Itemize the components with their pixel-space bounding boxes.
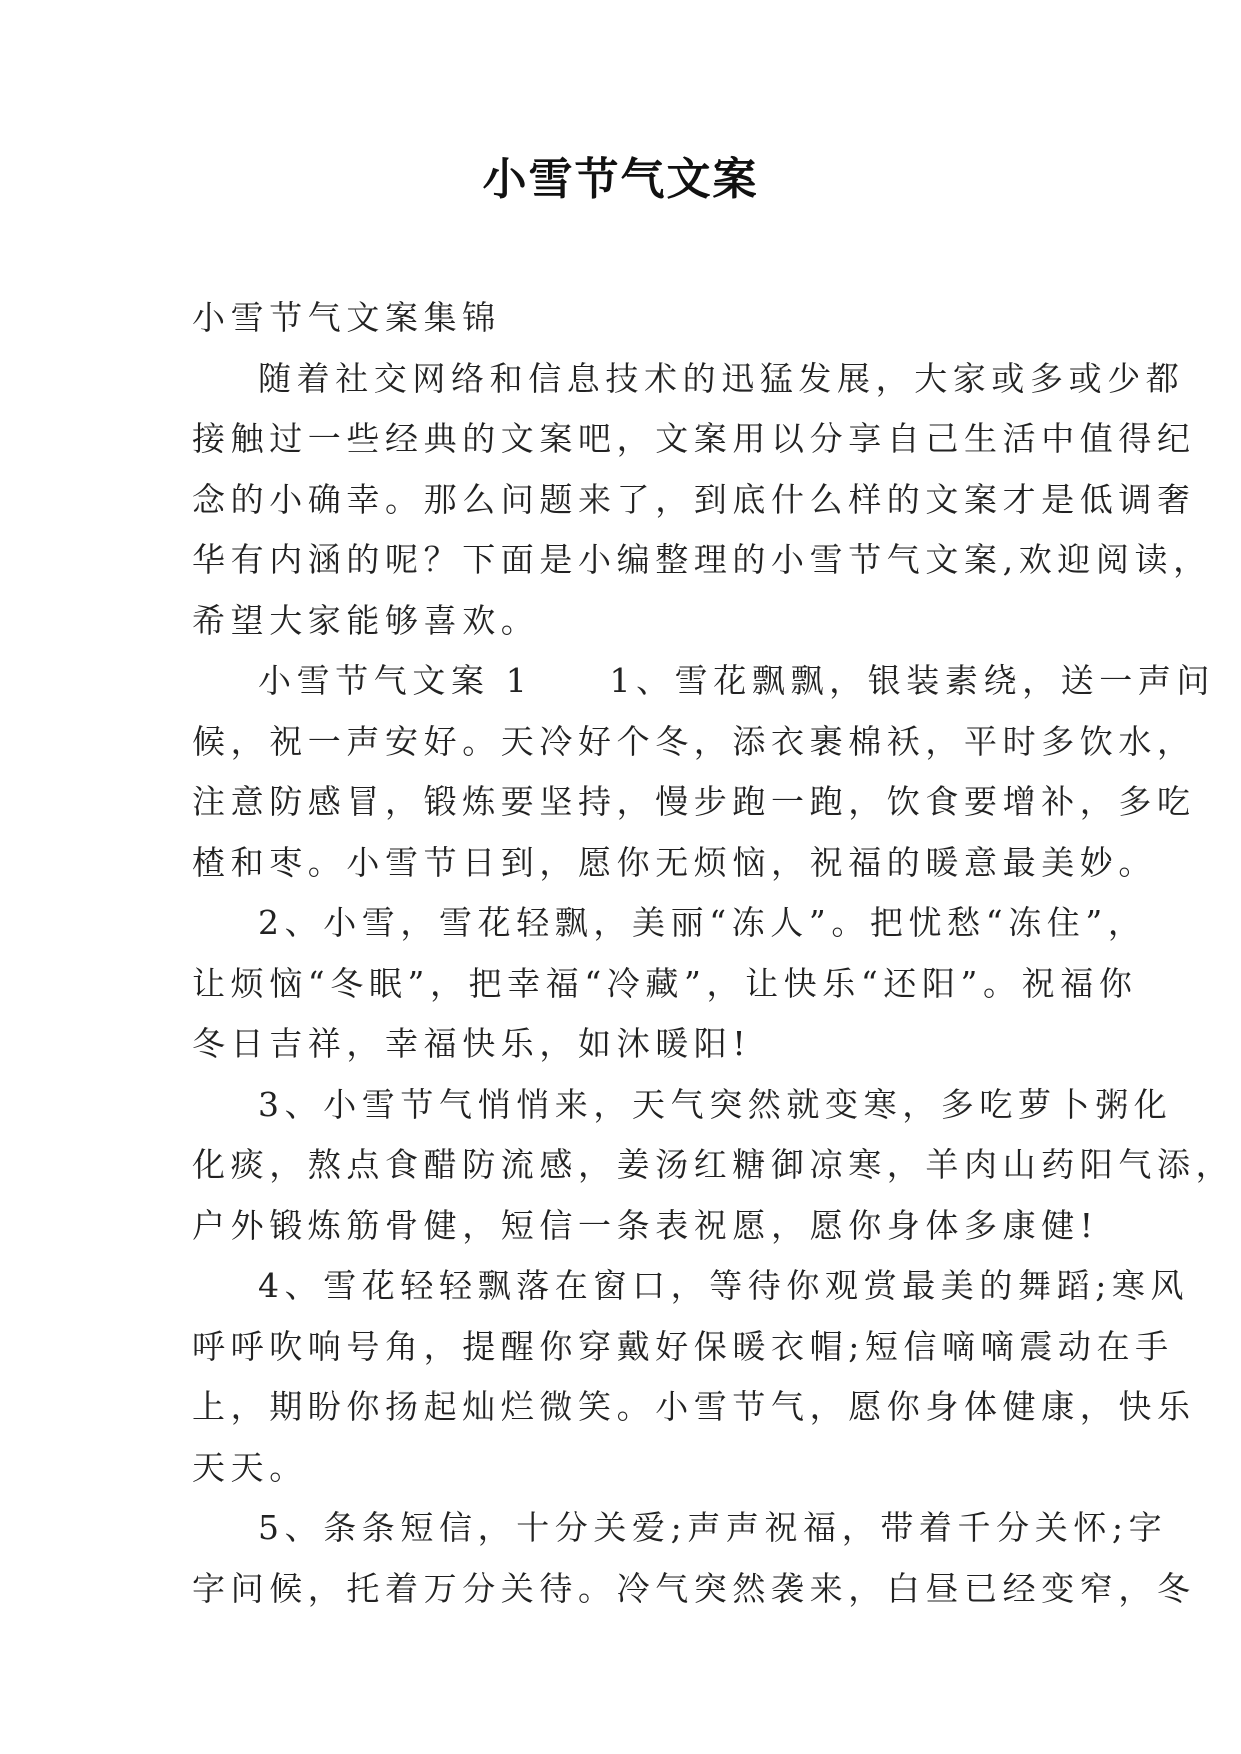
- text-line: [192, 530, 1212, 591]
- line-text: 接触过一些经典的文案吧，文案用以分享自己生活中值得纪: [192, 419, 1196, 458]
- line-text: 3、小雪节气悄悄来，天气突然就变寒，多吃萝卜粥化: [258, 1084, 1173, 1124]
- text-line: [192, 1498, 1168, 1559]
- line-text: 户外锻炼筋骨健，短信一条表祝愿，愿你身体多康健!: [192, 1205, 1099, 1245]
- line-text: 5、条条短信，十分关爱;声声祝福，带着千分关怀;字: [258, 1508, 1168, 1547]
- line-text: 2、小雪，雪花轻飘，美丽“冻人”。把忧愁“冻住”，: [258, 903, 1147, 942]
- line-text: 楂和枣。小雪节日到，愿你无烦恼，祝福的暖意最美妙。: [192, 842, 1157, 882]
- line-text: 让烦恼“冬眠”，把幸福“冷藏”，让快乐“还阳”。祝福你: [192, 963, 1138, 1003]
- line-text: 冬日吉祥，幸福快乐，如沐暖阳!: [192, 1024, 752, 1063]
- line-text: 候，祝一声安好。天冷好个冬，添衣裹棉袄，平时多饮水，: [192, 721, 1196, 761]
- text-line: [192, 288, 1054, 349]
- document-title: 小雪节气文案: [482, 154, 759, 205]
- line-text: 天天。: [192, 1447, 308, 1487]
- document-body: [192, 288, 1235, 1619]
- line-text: 化痰，熬点食醋防流感，姜汤红糖御凉寒，羊肉山药阳气添，: [192, 1145, 1235, 1184]
- line-text: 字问候，托着万分关待。冷气突然袭来，白昼已经变窄，冬: [192, 1568, 1196, 1608]
- text-line: [192, 772, 1196, 833]
- line-text: 上，期盼你扬起灿烂微笑。小雪节气，愿你身体健康，快乐: [192, 1387, 1196, 1426]
- line-text: 华有内涵的呢？下面是小编整理的小雪节气文案,欢迎阅读，: [192, 540, 1212, 579]
- text-line: [192, 712, 1196, 773]
- text-line: [192, 1196, 1099, 1257]
- line-text: 注意防感冒，锻炼要坚持，慢步跑一跑，饮食要增补，多吃: [192, 782, 1196, 821]
- line-text: 小雪节气文案集锦: [192, 298, 501, 337]
- text-line: [192, 591, 1054, 652]
- line-text: 呼呼吹响号角，提醒你穿戴好保暖衣帽;短信嘀嘀震动在手: [192, 1326, 1174, 1366]
- text-line: [192, 1559, 1196, 1620]
- text-line: [192, 1014, 1054, 1075]
- text-line: [192, 349, 1185, 410]
- line-text: 希望大家能够喜欢。: [192, 600, 540, 640]
- text-line: [192, 1256, 1190, 1317]
- line-text: 4、雪花轻轻飘落在窗口，等待你观赏最美的舞蹈;寒风: [258, 1266, 1190, 1305]
- text-line: [192, 470, 1196, 531]
- text-line: [192, 833, 1157, 894]
- text-line: [192, 1135, 1235, 1196]
- line-text: 小雪节气文案 1 1、雪花飘飘，银装素绕，送一声问: [258, 661, 1216, 700]
- text-line: [192, 893, 1147, 954]
- line-text: 念的小确幸。那么问题来了，到底什么样的文案才是低调奢: [192, 479, 1196, 519]
- text-line: [192, 1377, 1196, 1438]
- text-line: [192, 954, 1138, 1015]
- text-line: [192, 1438, 1054, 1499]
- text-line: [192, 1317, 1174, 1378]
- text-line: [192, 409, 1196, 470]
- text-line: [192, 1075, 1173, 1136]
- line-text: 随着社交网络和信息技术的迅猛发展，大家或多或少都: [258, 358, 1185, 398]
- text-line: [192, 651, 1216, 712]
